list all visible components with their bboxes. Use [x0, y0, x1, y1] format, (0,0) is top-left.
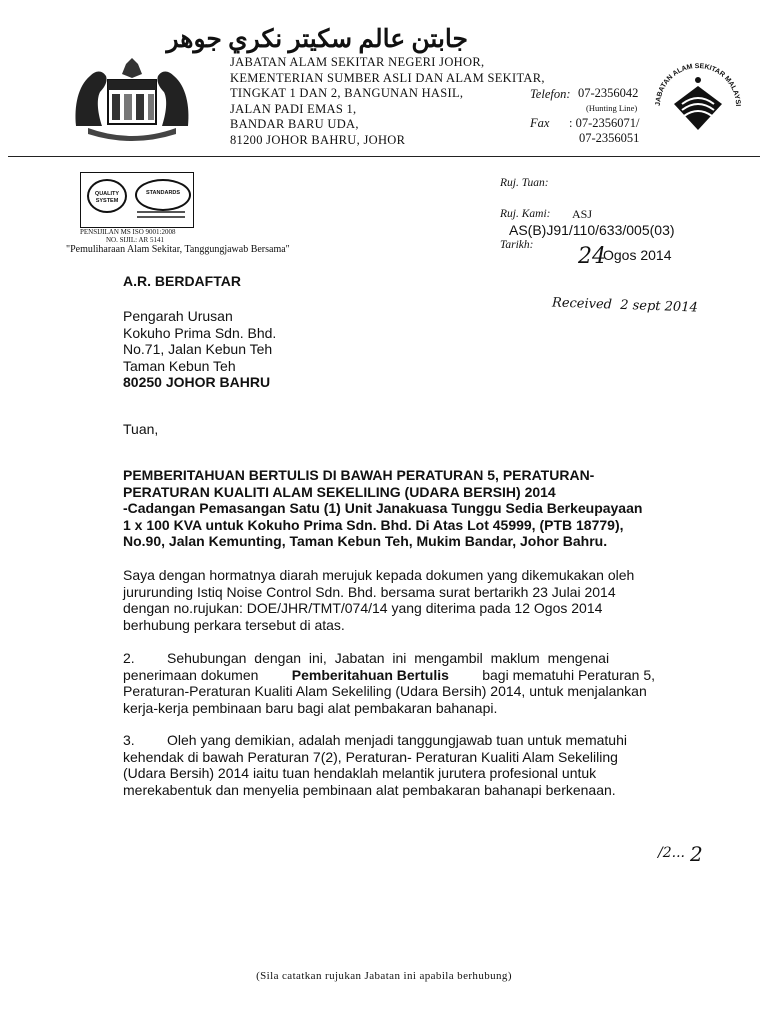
paragraph-1	[123, 567, 655, 633]
address-city: 80250 JOHOR BAHRU	[123, 374, 271, 391]
address-line: JALAN PADI EMAS 1,	[230, 101, 357, 116]
paragraph-line: kehendak di bawah Peraturan 7(2), Peraturan- Peraturan Kualiti Alam Sekeliling	[123, 748, 618, 765]
paragraph-2	[123, 650, 655, 716]
address-line: KEMENTERIAN SUMBER ASLI DAN ALAM SEKITAR,	[230, 70, 545, 85]
fax-label: Fax	[530, 116, 550, 130]
address-line: JABATAN ALAM SEKITAR NEGERI JOHOR,	[230, 55, 485, 69]
fax-value: 07-2356051	[579, 131, 640, 145]
paragraph-line: merekabentuk dan menyelia pembinaan alat pembakaran bahanapi berkenaan.	[123, 781, 616, 798]
paragraph-line	[123, 650, 655, 667]
subject-line: -Cadangan Pemasangan Satu (1) Unit Janakuasa Tunggu Sedia Berkeupayaan	[123, 500, 643, 517]
telefon-label: Telefon:	[530, 87, 571, 101]
jawi-title: جابتن عالم سکيتر نکري جوهر	[166, 26, 468, 53]
subject-line: PEMBERITAHUAN BERTULIS DI BAWAH PERATURAN 5, PERATURAN-	[123, 467, 595, 483]
paragraph-line: jururunding Istiq Noise Control Sdn. Bhd. bersama surat bertarikh 23 Julai 2014	[123, 583, 616, 600]
address-line: Taman Kebun Teh	[123, 357, 236, 374]
department-address	[230, 55, 570, 148]
paragraph-line: Peraturan-Peraturan Kualiti Alam Sekeliling (Udara Bersih) 2014, untuk menjalankan	[123, 683, 647, 700]
letterhead-divider	[8, 156, 760, 157]
cert-line: PENSIJILAN MS ISO 9001:2008	[80, 228, 176, 236]
tarikh-label: Tarikh:	[500, 239, 534, 251]
paragraph-line: (Udara Bersih) 2014 iaitu tuan hendaklah melantik jurutera profesional untuk	[123, 765, 597, 782]
motto: "Pemuliharaan Alam Sekitar, Tanggungjawab Bersama"	[66, 244, 290, 255]
paragraph-3	[123, 732, 655, 798]
standards-badge-label: STANDARDS	[145, 190, 181, 196]
paragraph-text: Oleh yang demikian, adalah menjadi tanggungjawab tuan untuk mematuhi	[167, 732, 627, 748]
malaysia-coat-of-arms-icon	[68, 56, 196, 142]
address-line: Pengarah Urusan	[123, 308, 233, 324]
emphasis-text: Pemberitahuan Bertulis	[291, 666, 449, 683]
address-line: Kokuho Prima Sdn. Bhd.	[123, 324, 277, 341]
standards-badge	[135, 179, 191, 211]
address-line: 81200 JOHOR BAHRU, JOHOR	[230, 132, 406, 147]
page-continuation-handwritten: 2	[690, 842, 703, 866]
paragraph-line	[123, 732, 655, 749]
paragraph-number: 3.	[123, 732, 135, 748]
salutation: Tuan,	[123, 421, 159, 437]
paragraph-text: bagi mematuhi Peraturan 5,	[482, 666, 655, 683]
badge-fine-print	[137, 216, 185, 218]
recipient-address	[123, 308, 276, 391]
paragraph-line: Saya dengan hormatnya diarah merujuk kepada dokumen yang dikemukakan oleh	[123, 567, 635, 583]
footer-note: (Sila catatkan rujukan Jabatan ini apabila berhubung)	[256, 970, 512, 982]
address-line: TINGKAT 1 DAN 2, BANGUNAN HASIL,	[230, 86, 464, 100]
paragraph-text: penerimaan dokumen	[123, 666, 259, 683]
telefon-value: 07-2356042	[578, 86, 639, 100]
svg-text:JABATAN ALAM SEKITAR MALAYSIA: JABATAN ALAM SEKITAR MALAYSI	[654, 62, 742, 107]
received-stamp-handwritten: Received 2 sept 2014	[551, 295, 698, 316]
paragraph-line: dengan no.rujukan: DOE/JHR/TMT/074/14 yang diterima pada 12 Ogos 2014	[123, 600, 603, 617]
paragraph-line	[123, 667, 655, 684]
paragraph-text: Sehubungan dengan ini, Jabatan ini mengambil maklum mengenai	[167, 650, 610, 666]
fax-value: : 07-2356071/	[569, 116, 640, 130]
paragraph-number: 2.	[123, 650, 135, 666]
registered-mail-label: A.R. BERDAFTAR	[123, 273, 241, 289]
paragraph-line: berhubung perkara tersebut di atas.	[123, 616, 345, 633]
address-line: No.71, Jalan Kebun Teh	[123, 341, 273, 358]
quality-system-badge	[87, 179, 127, 213]
subject-line: PERATURAN KUALITI ALAM SEKELILING (UDARA BERSIH) 2014	[123, 483, 556, 500]
tarikh-day-handwritten: 24	[578, 244, 606, 269]
quality-badge-label: QUALITY SYSTEM	[94, 191, 120, 204]
subject-line: No.90, Jalan Kemunting, Taman Kebun Teh, Mukim Bandar, Johor Bahru.	[123, 533, 608, 550]
address-line: BANDAR BARU UDA,	[230, 117, 359, 131]
paragraph-line: kerja-kerja pembinaan baru bagi alat pembakaran bahanapi.	[123, 699, 498, 716]
certification-logos	[80, 172, 194, 228]
cert-line: NO. SIJIL: AR 5141	[106, 236, 164, 244]
jabatan-alam-sekitar-logo-icon	[652, 56, 744, 142]
subject	[123, 467, 655, 550]
tarikh-month-year: Ogos 2014	[603, 247, 672, 263]
hunting-line: (Hunting Line)	[586, 103, 638, 113]
badge-fine-print	[137, 211, 185, 213]
ruj-kami-prefix: ASJ	[572, 207, 593, 221]
page-continuation: /2...	[658, 845, 685, 861]
ruj-kami-label: Ruj. Kami:	[500, 208, 551, 220]
ruj-kami-value: AS(B)J91/110/633/005(03)	[509, 222, 675, 238]
subject-line: 1 x 100 KVA untuk Kokuho Prima Sdn. Bhd. Di Atas Lot 45999, (PTB 18779),	[123, 516, 624, 533]
ruj-tuan-label: Ruj. Tuan:	[500, 177, 549, 189]
